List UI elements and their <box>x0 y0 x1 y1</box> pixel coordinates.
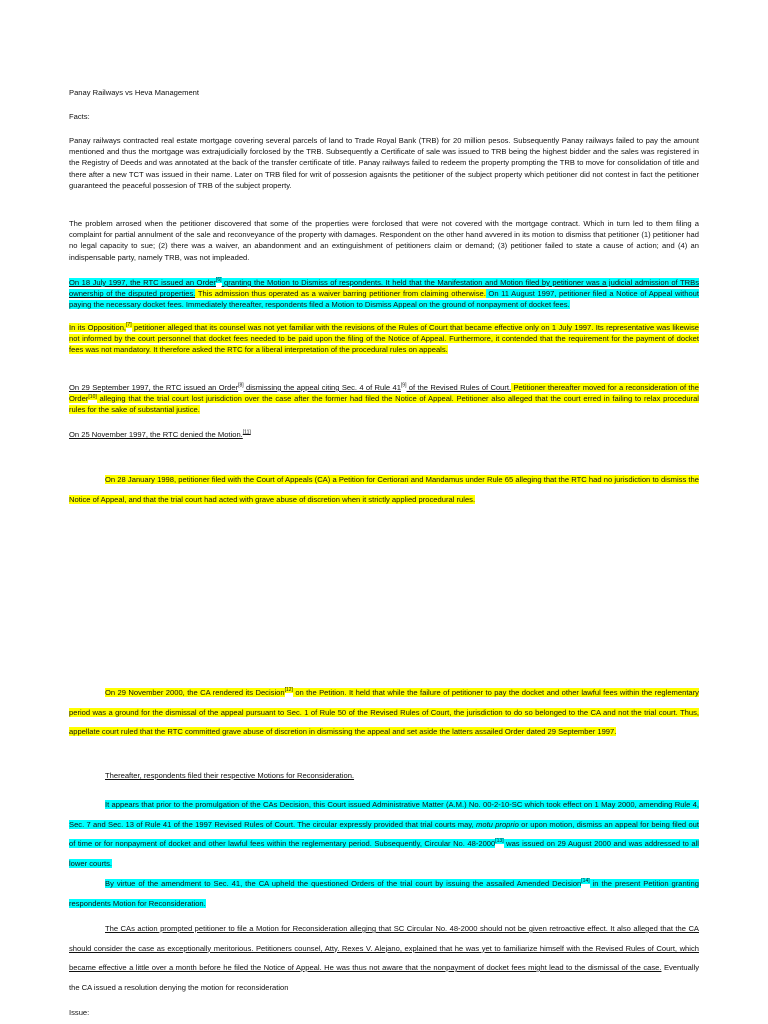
facts-label: Facts: <box>69 112 90 121</box>
issue-label: Issue: <box>69 1008 90 1017</box>
paragraph-4: In its Opposition,[7] petitioner alleged that its counsel was not yet familiar with the revisions of the Rules of Court that became effective only on 1 July 1997. Its representative was likewise not informed by the court personnel that docket fees needed to be paid upon the filing of the Notice of Appeal. Furthermore, it contended that the requirement for the payment of docket fees was not mandatory. It therefore asked the RTC for a liberal interpretation of the procedural rules on appeals. <box>69 322 699 355</box>
paragraph-6: On 25 November 1997, the RTC denied the Motion.[11] <box>69 429 251 439</box>
paragraph-3: On 18 July 1997, the RTC issued an Order[6] granting the Motion to Dismiss of respondents. It held that the Manifestation and Motion filed by petitioner was a judicial admission of TRBs ownership of the disputed properties. This admission thus operated as a waiver barring petitioner from claiming otherwise. On 11 August 1997, petitioner filed a Notice of Appeal without paying the necessary docket fees. Immediately thereafter, respondents filed a Motion to Dismiss Appeal on the ground of nonpayment of docket fees. <box>69 277 700 310</box>
paragraph-11: By virtue of the amendment to Sec. 41, the CA upheld the questioned Orders of the trial court by issuing the assailed Amended Decision[14] in the present Petition granting respondents Motion for Reconsideration. <box>69 878 699 908</box>
paragraph-7: On 28 January 1998, petitioner filed with the Court of Appeals (CA) a Petition for Certiorari and Mandamus under Rule 65 alleging that the RTC had no jurisdiction to dismiss the Notice of Appeal, and that the trial court had acted with grave abuse of discretion when it strictly applied procedural rules. <box>69 475 699 504</box>
paragraph-8: On 29 November 2000, the CA rendered its Decision[12] on the Petition. It held that while the failure of petitioner to pay the docket and other lawful fees within the reglementary period was a ground for the dismissal of the appeal pursuant to Sec. 1 of Rule 50 of the Revised Rules of Court, the jurisdiction to do so belonged to the CA and not the trial court. Thus, appellate court ruled that the RTC committed grave abuse of discretion in dismissing the appeal and set aside the latters assailed Order dated 29 September 1997. <box>69 687 699 736</box>
paragraph-2: The problem arrosed when the petitioner discovered that some of the properties were forclosed that were not covered with the mortgage contract. Which in turn led to them filing a complaint for partial annulment of the sale and reconveyance of the property with damages. Respondent on the other hand avvered in its motion to dismiss that petitioner (1) petitioner had no legal capacity to sue; (2) there was a waiver, an abandonment and an extinguishment of petitioners claim or demand; (3) petitioner failed to state a cause of action; and (4) an indispensable party, namely TRB, was not impleaded. <box>69 219 699 262</box>
paragraph-5: On 29 September 1997, the RTC issued an Order[8] dismissing the appeal citing Sec. 4 of Rule 41[9] of the Revised Rules of Court. Petitioner thereafter moved for a reconsideration of the Order[10] alleging that the trial court lost jurisdiction over the case after the former had filed the Notice of Appeal. Petitioner also alleged that the court erred in failing to relax procedural rules for the sake of substantial justice. <box>69 382 699 415</box>
paragraph-12: The CAs action prompted petitioner to file a Motion for Reconsideration alleging that SC Circular No. 48-2000 should not be given retroactive effect. It also alleged that the CA should consider the case as exceptionally meritorious. Petitioners counsel, Atty. Rexes V. Alejano, explained that he was yet to familiarize himself with the Revised Rules of Court, which became effective a little over a month before he filed the Notice of Appeal. He was thus not aware that the nonpayment of docket fees might lead to the dismissal of the case. Eventually the CA issued a resolution denying the motion for reconsideration <box>69 924 699 992</box>
paragraph-1: Panay railways contracted real estate mortgage covering several parcels of land to Trade Royal Bank (TRB) for 20 million pesos. Subsequently Panay railways failed to pay the amount mentioned and thus the mortgage was extrajudicially forclosed by the TRB. Subsequently a Certificate of sale was issued to TRB being the highest bidder and the sales was registered in the Registry of Deeds and was annotated at the back of the transfer certificate of title. Panay railways failed to redeem the property prompting the TRB to move for consolidation of title and there after a new TCT was issued in their name. Later on TRB filed for writ of possesion agaisnts the petitioner of the subject property which petitioner did not contest in fact the petitioner guaranteed the peaceful possesion of TRB of the subject property. <box>69 136 699 190</box>
paragraph-10: It appears that prior to the promulgation of the CAs Decision, this Court issued Administrative Matter (A.M.) No. 00-2-10-SC which took effect on 1 May 2000, amending Rule 4, Sec. 7 and Sec. 13 of Rule 41 of the 1997 Revised Rules of Court. The circular expressly provided that trial courts may, motu proprio or upon motion, dismiss an appeal for being filed out of time or for nonpayment of docket and other lawful fees within the reglementary period. Subsequently, Circular No. 48-2000[13] was issued on 29 August 2000 and was addressed to all lower courts. <box>69 800 700 868</box>
document-title: Panay Railways vs Heva Management <box>69 88 199 97</box>
paragraph-9: Thereafter, respondents filed their respective Motions for Reconsideration. <box>105 771 355 780</box>
